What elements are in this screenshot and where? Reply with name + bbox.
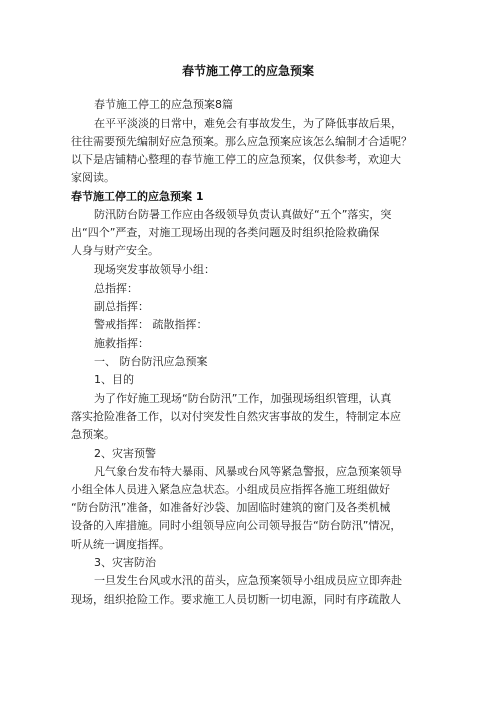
team-commander: 总指挥：	[94, 282, 138, 295]
prevention-title: 3、灾害防治	[94, 556, 156, 569]
team-heading: 现场突发事故领导小组：	[94, 263, 215, 276]
team-rescue: 施救指挥：	[94, 337, 149, 350]
warning-line-2: 小组全体人员进入紧急应急状态。小组成员应指挥各施工班组做好	[71, 483, 390, 496]
purpose-line-2: 落实抢险准备工作，以对付突发性自然灾害事故的发生，特制定本应	[71, 410, 401, 423]
prevention-line-2: 现场，组织抢险工作。要求施工人员切断一切电源，同时有序疏散人	[71, 593, 401, 606]
team-deputy: 副总指挥：	[94, 300, 149, 313]
document-subtitle: 春节施工停工的应急预案8篇	[94, 98, 233, 111]
intro-line-2: 往往需要预先编制好应急预案。那么应急预案应该怎么编制才合适呢？	[71, 135, 412, 148]
purpose-line-3: 急预案。	[71, 428, 115, 441]
warning-line-1: 凡气象台发布特大暴雨、风暴或台风等紧急警报，应急预案领导	[94, 465, 402, 478]
part-title: 一、 防台防汛应急预案	[94, 355, 208, 368]
purpose-line-1: 为了作好施工现场“防台防汛”工作，加强现场组织管理，认真	[94, 392, 392, 405]
document-title: 春节施工停工的应急预案	[181, 64, 314, 78]
section-intro-line-3: 人身与财产安全。	[71, 244, 159, 257]
warning-title: 2、灾害预警	[94, 447, 156, 460]
warning-line-5: 听从统一调度指挥。	[71, 538, 170, 551]
prevention-line-1: 一旦发生台风或水汛的苗头，应急预案领导小组成员应立即奔赴	[94, 574, 402, 587]
intro-line-3: 以下是店铺精心整理的春节施工停工的应急预案，仅供参考，欢迎大	[71, 153, 401, 166]
purpose-title: 1、目的	[94, 373, 134, 386]
intro-line-1: 在平平淡淡的日常中，难免会有事故发生，为了降低事故后果，	[94, 117, 402, 130]
intro-line-4: 家阅读。	[71, 171, 115, 184]
warning-line-4: 设备的入库措施。同时小组领导应向公司领导报告“防台防汛”情况，	[71, 519, 402, 532]
warning-line-3: “防台防汛”准备，如准备好沙袋、加固临时建筑的窗门及各类机械	[71, 501, 391, 514]
section-intro-line-1: 防汛防台防暑工作应由各级领导负责认真做好“五个”落实，突	[94, 208, 392, 221]
section-heading: 春节施工停工的应急预案 1	[71, 190, 204, 203]
section-intro-line-2: 出“四个”严查，对施工现场出现的各类问题及时组织抢险救确保	[71, 226, 380, 239]
team-alert-evac: 警戒指挥： 疏散指挥：	[94, 318, 208, 331]
